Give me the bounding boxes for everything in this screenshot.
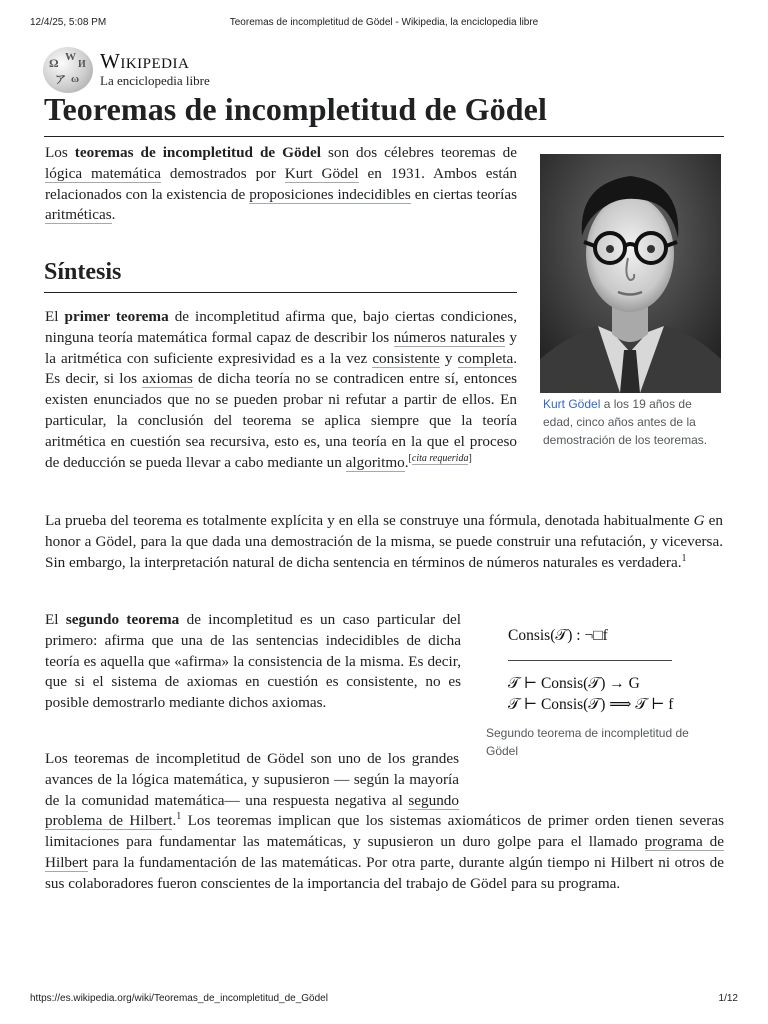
reference-1[interactable]: 1 — [681, 552, 687, 564]
paragraph-segundo-teorema: El segundo teorema de incompletitud es un caso particular del primero: afirma que una de las sentencias indecidibles de dicha teoría es aquella que «afirma» la consistencia de la misma. Es decir, que si el sistema de axiomas en cuestión es consistente, no es posible demostrarlo mediante dichos axiomas. — [45, 611, 462, 712]
wikipedia-globe-icon[interactable]: Ω W И ア ω — [43, 47, 93, 93]
print-page-count: 1/12 — [718, 993, 738, 1004]
link-aritmeticas[interactable]: aritméticas — [45, 206, 112, 224]
kurt-godel-photo[interactable] — [540, 154, 721, 393]
formula-divider — [508, 660, 672, 661]
formula-caption: Segundo teorema de incompletitud de Gödel — [486, 726, 689, 758]
paragraph-primer-teorema: El primer teorema de incompletitud afirma que, bajo ciertas condiciones, ninguna teoría matemática formal capaz de describir los números naturales y la aritmética con suficiente expresividad es a la vez consistente y completa. Es decir, si los axiomas de dicha teoría no se contradicen entre sí, entonces existen enunciados que no se pueden probar ni refutar a partir de ellos. En particular, la conclusión del teorema se aplica siempre que la teoría aritmética en cuestión sea recursiva, esto es, una teoría en la que el proceso de deducción se pueda llevar a cabo mediante un algoritmo.[cita requerida] — [45, 308, 518, 471]
site-name[interactable]: Wikipedia — [100, 49, 190, 73]
link-kurt-godel[interactable]: Kurt Gödel — [284, 164, 359, 182]
photo-caption: Kurt Gödel a los 19 años de edad, cinco años antes de la demostración de los teoremas. — [543, 397, 708, 447]
intro-paragraph: Los teoremas de incompletitud de Gödel son dos célebres teoremas de lógica matemática demostrados por Kurt Gödel en 1931. Ambos están relacionados con la existencia de proposiciones indecidibles en ciertas teorías aritméticas. — [45, 144, 518, 224]
portrait-illustration — [540, 154, 721, 393]
article-title: Teoremas de incompletitud de Gödel — [44, 91, 547, 127]
formula-premise: Consis(𝒯) : ¬□f — [508, 627, 608, 644]
citation-needed-link[interactable]: cita requerida — [411, 452, 469, 464]
link-programa-hilbert[interactable]: programa de Hilbert — [45, 833, 724, 871]
paragraph-avances: Los teoremas de incompletitud de Gödel son uno de los grandes avances de la lógica matemática, y supusieron — según la mayoría de la comunidad matemática— una respuesta negativa al segundo problema de Hilbert.$^1$ Los teoremas implican que los sistemas axiomáticos de primer orden tienen severas limitaciones para fundamentar las matemáticas, y supusieron un duro golpe para el llamado programa de Hilbert para la fundamentación de las matemáticas. Por otra parte, durante algún tiempo ni Hilbert ni otros de sus colaboradores fueron conscientes de la importancia del trabajo de Gödel para su programa. — [45, 750, 724, 892]
link-proposiciones-indecidibles[interactable]: proposiciones indecidibles — [249, 185, 411, 203]
print-url: https://es.wikipedia.org/wiki/Teoremas_de_incompletitud_de_Gödel — [30, 993, 328, 1004]
print-page-title: Teoremas de incompletitud de Gödel - Wikipedia, la enciclopedia libre — [229, 17, 539, 28]
reference-1b[interactable]: 1 — [176, 811, 182, 823]
print-datetime: 12/4/25, 5:08 PM — [30, 17, 107, 28]
title-divider — [44, 136, 724, 137]
link-logica-matematica[interactable]: lógica matemática — [45, 164, 162, 182]
caption-link-kurt-godel[interactable]: Kurt Gödel — [543, 397, 601, 411]
link-numeros-naturales[interactable]: números naturales — [393, 328, 506, 346]
link-consistente[interactable]: consistente — [372, 349, 440, 367]
link-algoritmo[interactable]: algoritmo — [345, 453, 405, 471]
link-axiomas[interactable]: axiomas — [142, 370, 193, 388]
section-divider — [44, 292, 517, 293]
second-theorem-formula — [505, 625, 735, 725]
paragraph-prueba: La prueba del teorema es totalmente explícita y en ella se construye una fórmula, denotada habitualmente G en honor a Gödel, para la que dada una demostración de la misma, se puede construir una refutación, y viceversa. Sin embargo, la interpretación natural de dicha sentencia en términos de números naturales es verdadera.$^1$ — [45, 512, 723, 571]
section-heading-sintesis: Síntesis — [44, 259, 122, 285]
formula-conclusion-1: 𝒯 ⊢ Consis(𝒯) → G — [508, 675, 640, 692]
formula-conclusion-2: 𝒯 ⊢ Consis(𝒯) ⟹ 𝒯 ⊢ f — [508, 696, 674, 713]
site-tagline: La enciclopedia libre — [100, 73, 210, 88]
link-segundo-problema-hilbert[interactable]: segundo problema de Hilbert — [45, 791, 459, 830]
link-completa[interactable]: completa — [457, 349, 514, 367]
